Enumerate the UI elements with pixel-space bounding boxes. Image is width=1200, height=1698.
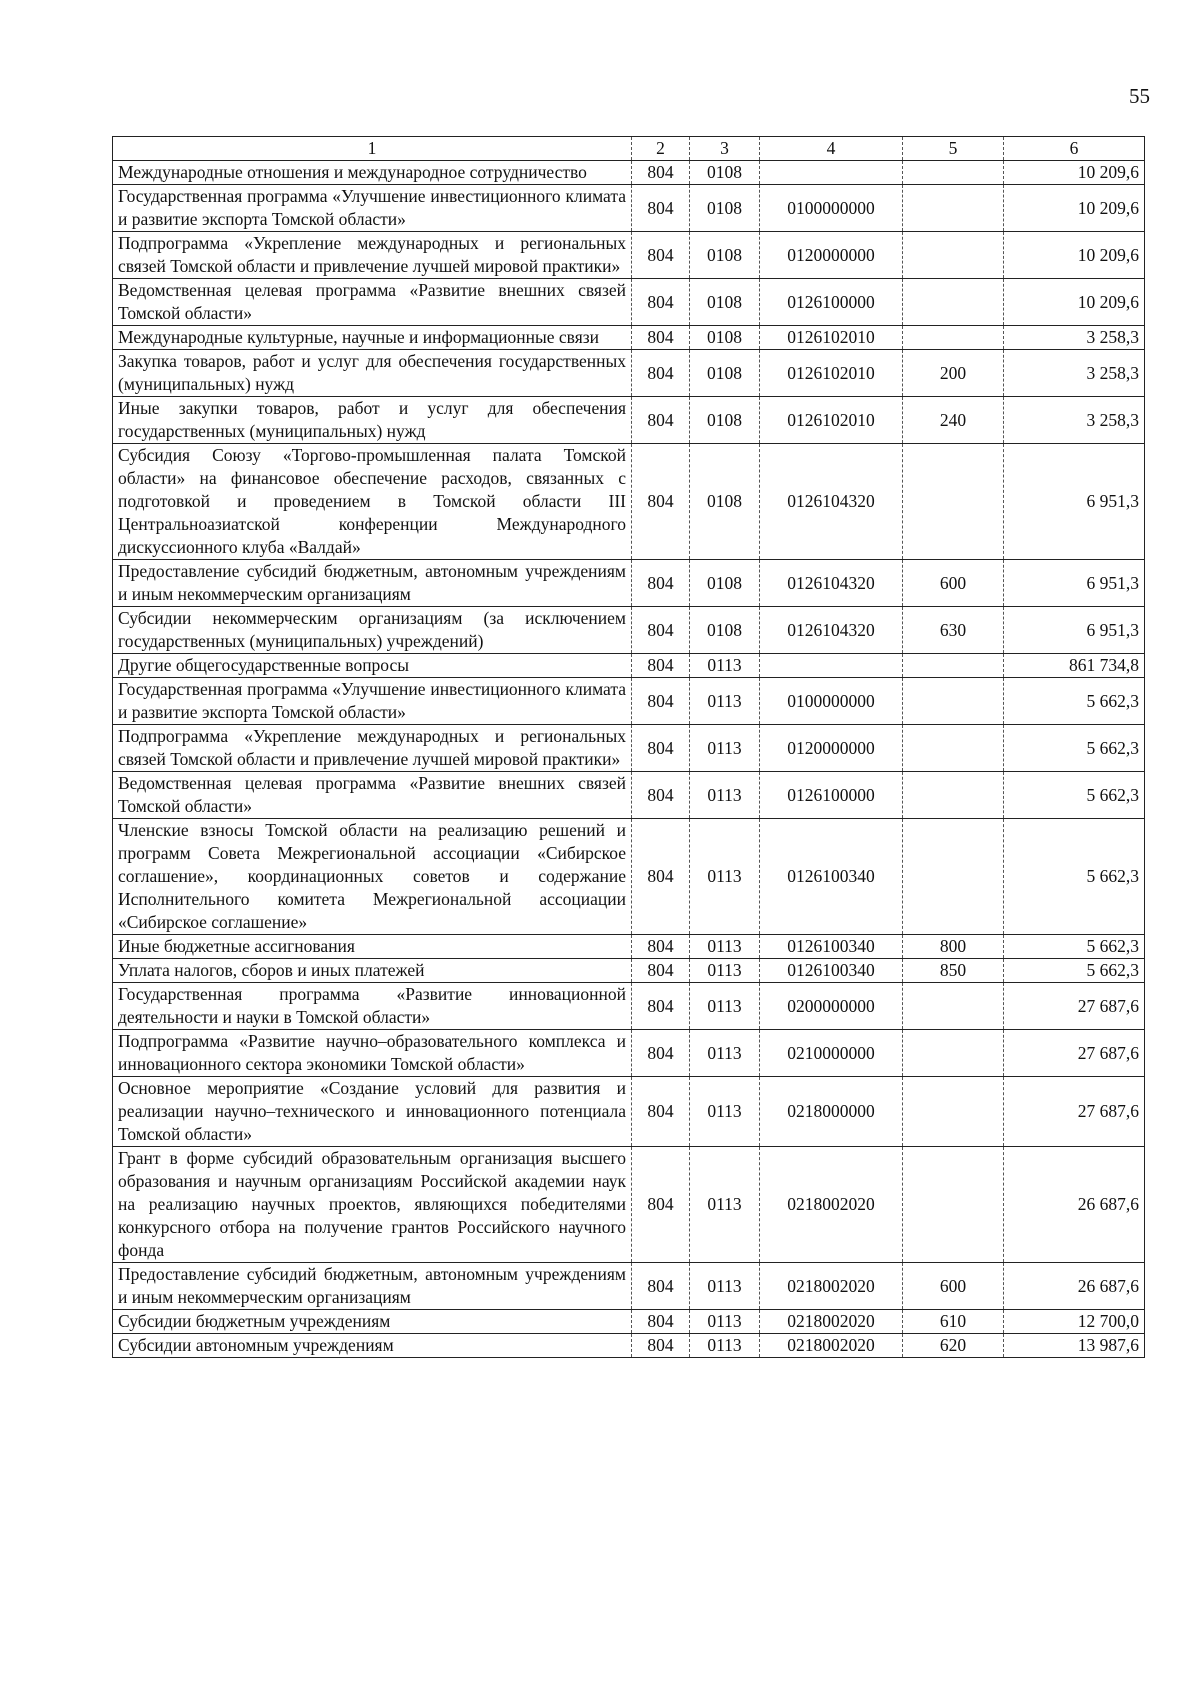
expense-type-cell: 620 <box>903 1334 1004 1358</box>
target-article-cell: 0126100000 <box>760 772 903 819</box>
table-row <box>113 819 1145 935</box>
section-code-cell: 0108 <box>690 560 760 607</box>
column-header: 2 <box>632 137 690 161</box>
ministry-code-cell: 804 <box>632 397 690 444</box>
target-article-cell: 0126102010 <box>760 326 903 350</box>
expense-type-cell <box>903 279 1004 326</box>
amount-cell: 6 951,3 <box>1004 560 1145 607</box>
ministry-code-cell: 804 <box>632 654 690 678</box>
section-code-cell: 0108 <box>690 444 760 560</box>
expense-type-cell: 610 <box>903 1310 1004 1334</box>
table-row <box>113 161 1145 185</box>
target-article-cell: 0126104320 <box>760 560 903 607</box>
table-row <box>113 959 1145 983</box>
section-code-cell: 0113 <box>690 725 760 772</box>
section-code-cell: 0113 <box>690 983 760 1030</box>
ministry-code-cell: 804 <box>632 161 690 185</box>
section-code-cell: 0108 <box>690 397 760 444</box>
item-name-cell: Иные бюджетные ассигнования <box>113 935 632 959</box>
table-row <box>113 1077 1145 1147</box>
expense-type-cell: 600 <box>903 1263 1004 1310</box>
table-row <box>113 279 1145 326</box>
item-name-cell: Предоставление субсидий бюджетным, автономным учреждениям и иным некоммерческим организациям <box>113 560 632 607</box>
expense-type-cell: 800 <box>903 935 1004 959</box>
amount-cell: 10 209,6 <box>1004 161 1145 185</box>
section-code-cell: 0113 <box>690 959 760 983</box>
table-row <box>113 983 1145 1030</box>
target-article-cell: 0100000000 <box>760 185 903 232</box>
expense-type-cell <box>903 1077 1004 1147</box>
table-row <box>113 1030 1145 1077</box>
ministry-code-cell: 804 <box>632 772 690 819</box>
target-article-cell: 0126100000 <box>760 279 903 326</box>
table-row <box>113 397 1145 444</box>
section-code-cell: 0113 <box>690 935 760 959</box>
table-row <box>113 772 1145 819</box>
section-code-cell: 0108 <box>690 326 760 350</box>
item-name-cell: Подпрограмма «Укрепление международных и региональных связей Томской области и привлечение лучшей мировой практики» <box>113 725 632 772</box>
expense-type-cell: 630 <box>903 607 1004 654</box>
target-article-cell: 0126104320 <box>760 444 903 560</box>
column-header: 1 <box>113 137 632 161</box>
target-article-cell <box>760 161 903 185</box>
ministry-code-cell: 804 <box>632 350 690 397</box>
budget-table <box>112 136 1145 1358</box>
expense-type-cell: 600 <box>903 560 1004 607</box>
amount-cell: 26 687,6 <box>1004 1263 1145 1310</box>
table-row <box>113 1310 1145 1334</box>
expense-type-cell <box>903 772 1004 819</box>
ministry-code-cell: 804 <box>632 560 690 607</box>
target-article-cell: 0126100340 <box>760 819 903 935</box>
expense-type-cell <box>903 983 1004 1030</box>
ministry-code-cell: 804 <box>632 185 690 232</box>
amount-cell: 27 687,6 <box>1004 983 1145 1030</box>
target-article-cell: 0126102010 <box>760 397 903 444</box>
ministry-code-cell: 804 <box>632 1147 690 1263</box>
target-article-cell: 0200000000 <box>760 983 903 1030</box>
item-name-cell: Субсидия Союзу «Торгово-промышленная палата Томской области» на финансовое обеспечение расходов, связанных с подготовкой и проведением в Томской области III Центральноазиатской конференции Международного дискуссионного клуба «Валдай» <box>113 444 632 560</box>
amount-cell: 3 258,3 <box>1004 350 1145 397</box>
section-code-cell: 0108 <box>690 607 760 654</box>
column-header: 5 <box>903 137 1004 161</box>
item-name-cell: Международные культурные, научные и информационные связи <box>113 326 632 350</box>
item-name-cell: Государственная программа «Развитие инновационной деятельности и науки в Томской области» <box>113 983 632 1030</box>
item-name-cell: Государственная программа «Улучшение инвестиционного климата и развитие экспорта Томской области» <box>113 185 632 232</box>
item-name-cell: Ведомственная целевая программа «Развитие внешних связей Томской области» <box>113 772 632 819</box>
section-code-cell: 0113 <box>690 1263 760 1310</box>
table-row <box>113 725 1145 772</box>
target-article-cell: 0218002020 <box>760 1147 903 1263</box>
expense-type-cell <box>903 654 1004 678</box>
amount-cell: 13 987,6 <box>1004 1334 1145 1358</box>
item-name-cell: Основное мероприятие «Создание условий для развития и реализации научно–технического и инновационного потенциала Томской области» <box>113 1077 632 1147</box>
item-name-cell: Закупка товаров, работ и услуг для обеспечения государственных (муниципальных) нужд <box>113 350 632 397</box>
amount-cell: 27 687,6 <box>1004 1077 1145 1147</box>
ministry-code-cell: 804 <box>632 1263 690 1310</box>
expense-type-cell <box>903 1147 1004 1263</box>
section-code-cell: 0108 <box>690 350 760 397</box>
ministry-code-cell: 804 <box>632 279 690 326</box>
item-name-cell: Подпрограмма «Укрепление международных и региональных связей Томской области и привлечение лучшей мировой практики» <box>113 232 632 279</box>
amount-cell: 5 662,3 <box>1004 772 1145 819</box>
table-body <box>113 161 1145 1358</box>
ministry-code-cell: 804 <box>632 232 690 279</box>
amount-cell: 861 734,8 <box>1004 654 1145 678</box>
table-row <box>113 326 1145 350</box>
expense-type-cell <box>903 819 1004 935</box>
column-header: 4 <box>760 137 903 161</box>
target-article-cell: 0100000000 <box>760 678 903 725</box>
item-name-cell: Предоставление субсидий бюджетным, автономным учреждениям и иным некоммерческим организациям <box>113 1263 632 1310</box>
table-row <box>113 678 1145 725</box>
table-row <box>113 1263 1145 1310</box>
table-row <box>113 1147 1145 1263</box>
table-row <box>113 232 1145 279</box>
amount-cell: 6 951,3 <box>1004 607 1145 654</box>
item-name-cell: Членские взносы Томской области на реализацию решений и программ Совета Межрегиональной ассоциации «Сибирское соглашение», координационных советов и содержание Исполнительного комитета Межрегиональной ассоциации «Сибирское соглашение» <box>113 819 632 935</box>
ministry-code-cell: 804 <box>632 819 690 935</box>
expense-type-cell <box>903 444 1004 560</box>
target-article-cell: 0218002020 <box>760 1310 903 1334</box>
amount-cell: 5 662,3 <box>1004 678 1145 725</box>
amount-cell: 6 951,3 <box>1004 444 1145 560</box>
section-code-cell: 0113 <box>690 678 760 725</box>
target-article-cell: 0218000000 <box>760 1077 903 1147</box>
amount-cell: 5 662,3 <box>1004 725 1145 772</box>
section-code-cell: 0108 <box>690 185 760 232</box>
amount-cell: 3 258,3 <box>1004 326 1145 350</box>
item-name-cell: Субсидии автономным учреждениям <box>113 1334 632 1358</box>
target-article-cell: 0120000000 <box>760 232 903 279</box>
expense-type-cell <box>903 185 1004 232</box>
target-article-cell: 0126100340 <box>760 935 903 959</box>
item-name-cell: Субсидии некоммерческим организациям (за исключением государственных (муниципальных) учреждений) <box>113 607 632 654</box>
section-code-cell: 0113 <box>690 1077 760 1147</box>
amount-cell: 5 662,3 <box>1004 819 1145 935</box>
amount-cell: 10 209,6 <box>1004 279 1145 326</box>
item-name-cell: Ведомственная целевая программа «Развитие внешних связей Томской области» <box>113 279 632 326</box>
target-article-cell: 0126102010 <box>760 350 903 397</box>
page-number: 55 <box>1129 84 1150 108</box>
expense-type-cell: 850 <box>903 959 1004 983</box>
item-name-cell: Международные отношения и международное сотрудничество <box>113 161 632 185</box>
ministry-code-cell: 804 <box>632 607 690 654</box>
expense-type-cell: 240 <box>903 397 1004 444</box>
section-code-cell: 0113 <box>690 654 760 678</box>
amount-cell: 26 687,6 <box>1004 1147 1145 1263</box>
section-code-cell: 0113 <box>690 1334 760 1358</box>
amount-cell: 27 687,6 <box>1004 1030 1145 1077</box>
amount-cell: 3 258,3 <box>1004 397 1145 444</box>
ministry-code-cell: 804 <box>632 1334 690 1358</box>
amount-cell: 12 700,0 <box>1004 1310 1145 1334</box>
table-row <box>113 444 1145 560</box>
item-name-cell: Субсидии бюджетным учреждениям <box>113 1310 632 1334</box>
ministry-code-cell: 804 <box>632 678 690 725</box>
target-article-cell: 0210000000 <box>760 1030 903 1077</box>
expense-type-cell <box>903 678 1004 725</box>
expense-type-cell <box>903 725 1004 772</box>
ministry-code-cell: 804 <box>632 935 690 959</box>
target-article-cell: 0126104320 <box>760 607 903 654</box>
amount-cell: 10 209,6 <box>1004 232 1145 279</box>
table-row <box>113 607 1145 654</box>
column-header: 6 <box>1004 137 1145 161</box>
ministry-code-cell: 804 <box>632 1077 690 1147</box>
table-row <box>113 350 1145 397</box>
item-name-cell: Грант в форме субсидий образовательным организация высшего образования и научным организациям Российской академии наук на реализацию научных проектов, являющихся победителями конкурсного отбора на получение грантов Российского научного фонда <box>113 1147 632 1263</box>
expense-type-cell <box>903 161 1004 185</box>
target-article-cell: 0120000000 <box>760 725 903 772</box>
ministry-code-cell: 804 <box>632 1030 690 1077</box>
item-name-cell: Подпрограмма «Развитие научно–образовательного комплекса и инновационного сектора экономики Томской области» <box>113 1030 632 1077</box>
table-row <box>113 654 1145 678</box>
target-article-cell: 0218002020 <box>760 1263 903 1310</box>
item-name-cell: Иные закупки товаров, работ и услуг для обеспечения государственных (муниципальных) нужд <box>113 397 632 444</box>
expense-type-cell <box>903 1030 1004 1077</box>
table-row <box>113 1334 1145 1358</box>
expense-type-cell: 200 <box>903 350 1004 397</box>
section-code-cell: 0108 <box>690 279 760 326</box>
ministry-code-cell: 804 <box>632 1310 690 1334</box>
target-article-cell <box>760 654 903 678</box>
ministry-code-cell: 804 <box>632 444 690 560</box>
table-row <box>113 935 1145 959</box>
column-header: 3 <box>690 137 760 161</box>
target-article-cell: 0218002020 <box>760 1334 903 1358</box>
table-row <box>113 560 1145 607</box>
expense-type-cell <box>903 232 1004 279</box>
section-code-cell: 0108 <box>690 232 760 279</box>
target-article-cell: 0126100340 <box>760 959 903 983</box>
table-header-row <box>113 137 1145 161</box>
section-code-cell: 0113 <box>690 772 760 819</box>
amount-cell: 5 662,3 <box>1004 935 1145 959</box>
ministry-code-cell: 804 <box>632 725 690 772</box>
item-name-cell: Уплата налогов, сборов и иных платежей <box>113 959 632 983</box>
section-code-cell: 0113 <box>690 1147 760 1263</box>
ministry-code-cell: 804 <box>632 326 690 350</box>
section-code-cell: 0113 <box>690 1030 760 1077</box>
section-code-cell: 0113 <box>690 1310 760 1334</box>
table-row <box>113 185 1145 232</box>
item-name-cell: Другие общегосударственные вопросы <box>113 654 632 678</box>
item-name-cell: Государственная программа «Улучшение инвестиционного климата и развитие экспорта Томской области» <box>113 678 632 725</box>
amount-cell: 10 209,6 <box>1004 185 1145 232</box>
ministry-code-cell: 804 <box>632 959 690 983</box>
expense-type-cell <box>903 326 1004 350</box>
ministry-code-cell: 804 <box>632 983 690 1030</box>
amount-cell: 5 662,3 <box>1004 959 1145 983</box>
section-code-cell: 0108 <box>690 161 760 185</box>
section-code-cell: 0113 <box>690 819 760 935</box>
